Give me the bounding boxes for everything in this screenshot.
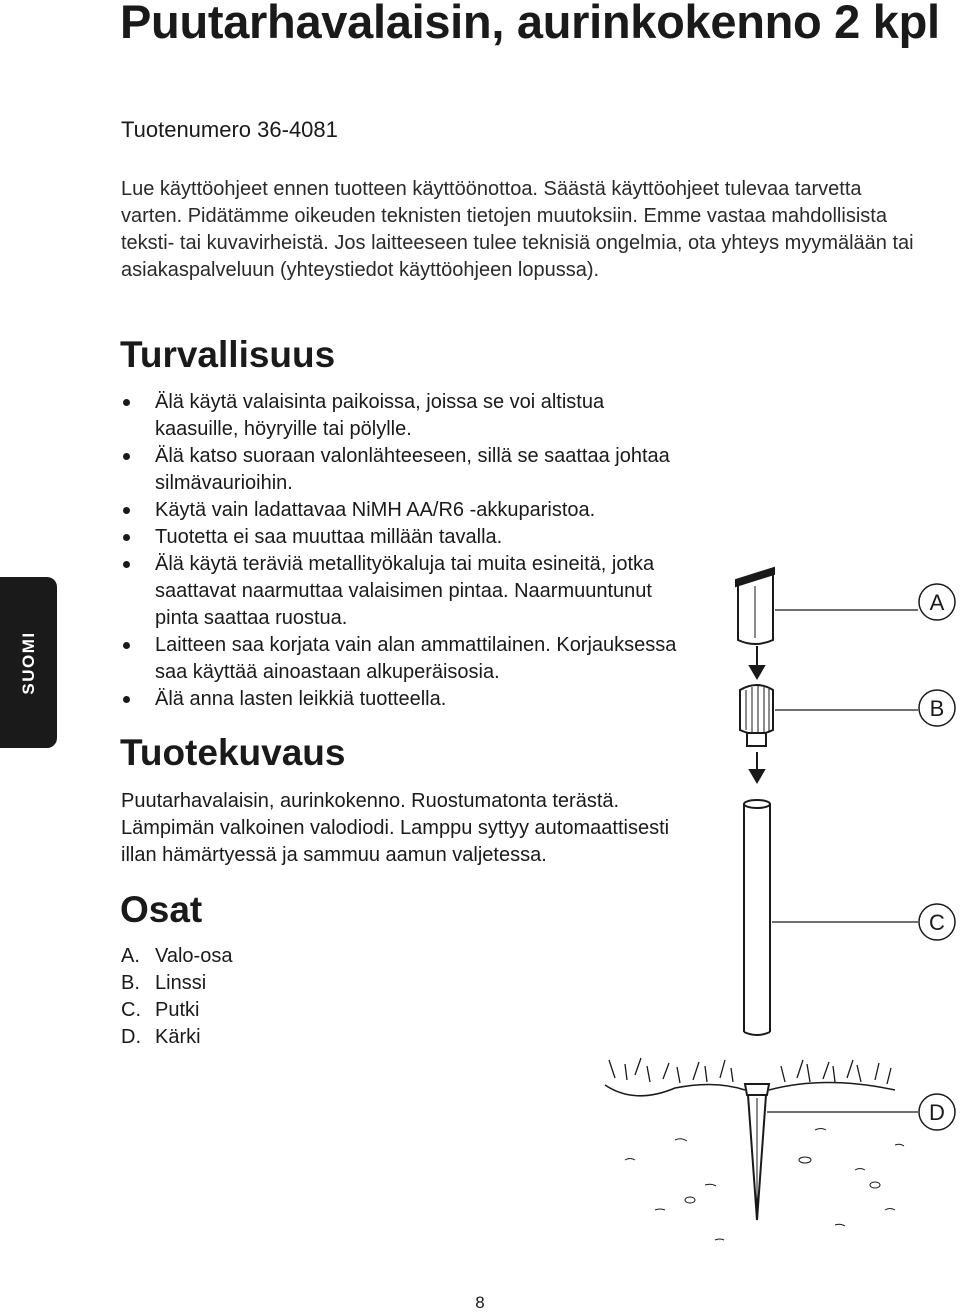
parts-marker: C. bbox=[121, 999, 141, 1021]
parts-label: Linssi bbox=[155, 972, 207, 994]
safety-item: Laitteen saa korjata vain alan ammattilainen. Korjauksessa saa käyttää ainoastaan alkuperäisosia. bbox=[121, 632, 681, 686]
page-number: 8 bbox=[475, 1293, 485, 1312]
spike-ground-illustration bbox=[605, 1058, 904, 1240]
parts-item bbox=[121, 997, 232, 1024]
assembly-diagram bbox=[595, 560, 960, 1260]
description-heading: Tuotekuvaus bbox=[120, 732, 346, 773]
diagram-label: A bbox=[929, 590, 945, 615]
safety-item: Älä anna lasten leikkiä tuotteella. bbox=[121, 686, 681, 713]
language-tab-label: SUOMI bbox=[18, 630, 38, 695]
safety-item: Älä katso suoraan valonlähteeseen, sillä se saattaa johtaa silmävaurioihin. bbox=[121, 443, 681, 497]
language-tab bbox=[0, 577, 57, 748]
parts-item bbox=[121, 943, 232, 970]
diagram-label: D bbox=[929, 1100, 945, 1125]
intro-paragraph: Lue käyttöohjeet ennen tuotteen käyttöönottoa. Säästä käyttöohjeet tulevaa tarvetta varten. Pidätämme oikeuden teknisten tietojen muutoksiin. Emme vastaa mahdollisista teksti- tai kuvavirheistä. Jos laitteeseen tulee teknisiä ongelmia, ota yhteys myymälään tai asiakaspalveluun (yhteystiedot käyttöohjeen lopussa). bbox=[121, 178, 914, 281]
parts-marker: B. bbox=[121, 972, 140, 994]
description-text: Puutarhavalaisin, aurinkokenno. Ruostumatonta terästä. Lämpimän valkoinen valodiodi. Lamppu syttyy automaattisesti illan hämärtyessä ja sammuu aamun valjetessa. bbox=[121, 790, 670, 866]
safety-item: Älä käytä valaisinta paikoissa, joissa se voi altistua kaasuille, höyryille tai pölylle. bbox=[121, 389, 681, 443]
safety-item: Älä käytä teräviä metallityökaluja tai muita esineitä, jotka saattavat naarmuttaa valaisimen pintaa. Naarmuuntunut pinta saattaa ruostua. bbox=[121, 551, 681, 632]
diagram-label: B bbox=[929, 696, 945, 721]
diagram-label: C bbox=[929, 910, 945, 935]
tube-illustration bbox=[744, 800, 770, 1035]
safety-item: Käytä vain ladattavaa NiMH AA/R6 -akkuparistoa. bbox=[121, 497, 681, 524]
page-title: Puutarhavalaisin, aurinkokenno 2 kpl bbox=[120, 0, 940, 48]
parts-item bbox=[121, 970, 232, 997]
safety-item: Tuotetta ei saa muuttaa millään tavalla. bbox=[121, 524, 681, 551]
parts-heading: Osat bbox=[120, 889, 203, 930]
parts-marker: A. bbox=[121, 945, 140, 967]
parts-item bbox=[121, 1024, 232, 1051]
lens-illustration bbox=[740, 685, 773, 746]
light-head-illustration bbox=[736, 568, 774, 644]
parts-marker: D. bbox=[121, 1026, 141, 1048]
parts-label: Valo-osa bbox=[155, 945, 233, 967]
parts-list bbox=[121, 943, 232, 1051]
parts-label: Putki bbox=[155, 999, 200, 1021]
parts-label: Kärki bbox=[155, 1026, 201, 1048]
safety-heading: Turvallisuus bbox=[120, 334, 336, 375]
product-number: Tuotenumero 36-4081 bbox=[121, 117, 338, 142]
